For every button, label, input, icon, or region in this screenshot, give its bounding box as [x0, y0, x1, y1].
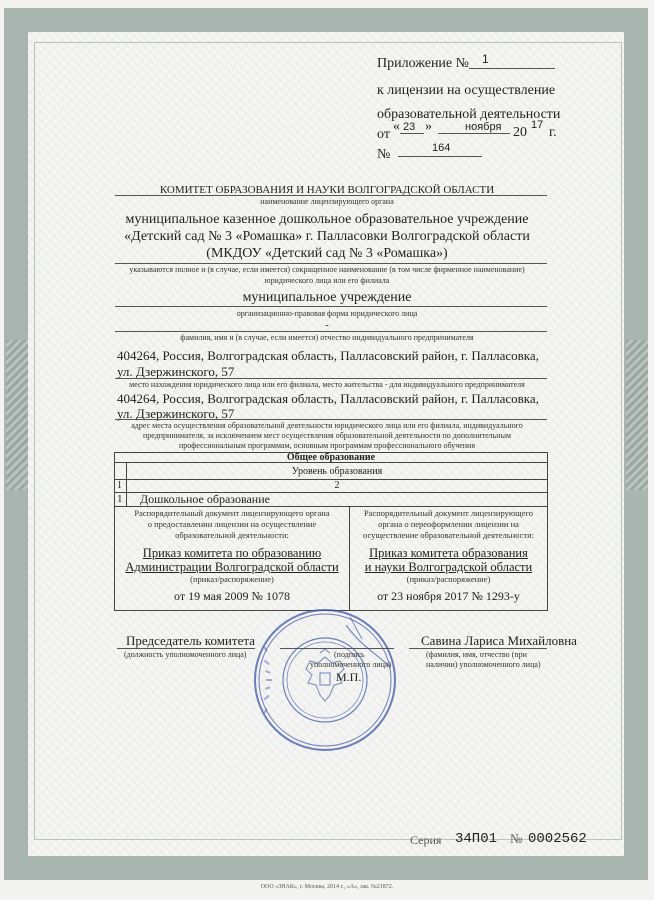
- activity-caption1: адрес места осуществления образовательной деятельности юридического лица или его филиала, индивидуального: [131, 421, 523, 430]
- authority-caption: наименование лицензирующего органа: [260, 197, 394, 206]
- appendix-number: 1: [482, 52, 489, 66]
- legal-form-caption: организационно-правовая форма юридического лица: [236, 309, 418, 318]
- series-number: 0002562: [528, 831, 587, 847]
- right-order-head2: органа о переоформлении лицензии на: [378, 519, 519, 529]
- signature-caption2: уполномоченного лица): [310, 660, 392, 669]
- left-order-caption: (приказ/распоряжение): [190, 574, 274, 584]
- location-line2: ул. Дзержинского, 57: [117, 364, 235, 379]
- org-name-line3: (МКДОУ «Детский сад № 3 «Ромашка»): [206, 246, 448, 261]
- left-order-date: от 19 мая 2009 № 1078: [174, 589, 290, 603]
- table-row2-value: Дошкольное образование: [140, 492, 270, 506]
- stamp-place-label: М.П.: [336, 670, 362, 684]
- right-order-head1: Распорядительный документ лицензирующего: [363, 508, 534, 518]
- table-row1-value: 2: [334, 480, 340, 491]
- right-ornament: [626, 340, 648, 490]
- appendix-line2: образовательной деятельности: [377, 107, 561, 122]
- table-col-header: Уровень образования: [291, 466, 383, 477]
- right-order-caption: (приказ/распоряжение): [406, 574, 491, 584]
- table-row2-num: 1: [117, 493, 123, 505]
- name-caption2: наличии) уполномоченного лица): [426, 660, 541, 669]
- date-month: ноября: [465, 121, 502, 133]
- right-order-title1: Приказ комитета образования: [369, 546, 528, 560]
- signatory-position: Председатель комитета: [126, 633, 255, 648]
- left-order-head3: образовательной деятельности:: [175, 530, 289, 540]
- right-order-title2: и науки Волгоградской области: [364, 560, 533, 574]
- left-order-title2: Администрации Волгоградской области: [125, 560, 339, 574]
- entrepreneur-caption: фамилия, имя и (в случае, если имеется) отчество индивидуального предпринимателя: [180, 333, 474, 342]
- signature-caption1: (подпись: [334, 650, 365, 659]
- series-code: 34П01: [455, 831, 498, 847]
- legal-form-value: муниципальное учреждение: [242, 290, 412, 305]
- left-ornament: [6, 340, 28, 490]
- appendix-line1: к лицензии на осуществление: [377, 83, 556, 98]
- left-order-title1: Приказ комитета по образованию: [142, 546, 322, 560]
- license-no-label: №: [377, 147, 391, 162]
- position-caption: (должность уполномоченного лица): [124, 650, 247, 659]
- authority-name: КОМИТЕТ ОБРАЗОВАНИЯ И НАУКИ ВОЛГОГРАДСКОЙ ОБЛАСТИ: [159, 184, 495, 196]
- table-row1-num: 1: [117, 480, 122, 491]
- left-order-head2: о предоставлении лицензии на осуществление: [147, 519, 317, 529]
- official-seal-stamp: [250, 605, 400, 755]
- org-caption1: указываются полное и (в случае, если имеется) сокращенное наименование (в том числе фирменное наименование): [129, 265, 525, 274]
- table-title: Общее образование: [286, 452, 376, 463]
- printer-footer: ООО «ЗНАК», г. Москва, 2014 г., «А», зак. №21872.: [260, 884, 394, 890]
- org-name-line1: муниципальное казенное дошкольное образовательное учреждение: [125, 212, 529, 227]
- year-end: г.: [549, 125, 557, 140]
- appendix-label: Приложение №: [377, 56, 469, 71]
- right-order-head3: осуществление образовательной деятельности:: [362, 530, 534, 540]
- name-caption1: (фамилия, имя, отчество (при: [426, 650, 527, 659]
- signatory-name: Савина Лариса Михайловна: [421, 633, 577, 648]
- org-name-line2: «Детский сад № 3 «Ромашка» г. Палласовки Волгоградской области: [124, 229, 530, 244]
- date-prefix: от: [377, 127, 390, 142]
- activity-address-line1: 404264, Россия, Волгоградская область, Палласовский район, г. Палласовка,: [117, 391, 539, 406]
- license-number: 164: [432, 142, 451, 154]
- activity-address-line2: ул. Дзержинского, 57: [117, 406, 235, 421]
- year-suffix: 17: [531, 119, 544, 131]
- entrepreneur-value: -: [325, 319, 329, 331]
- right-order-date: от 23 ноября 2017 № 1293-у: [377, 589, 520, 603]
- org-caption2: юридического лица или его филиала: [264, 276, 390, 285]
- activity-caption3: профессиональным программам, основным программам профессионального обучения: [178, 441, 476, 450]
- series-label: Серия: [410, 833, 442, 847]
- series-no-label: №: [510, 831, 523, 846]
- location-caption: место нахождения юридического лица или его филиала, место жительства - для индивидуального предпринимателя: [129, 380, 525, 389]
- activity-caption2: предпринимателя, за исключением мест осуществления образовательной деятельности по дополнительным: [142, 431, 512, 440]
- date-day: 23: [403, 121, 416, 133]
- left-order-head1: Распорядительный документ лицензирующего органа: [134, 508, 330, 518]
- year-prefix: 20: [513, 125, 527, 140]
- location-line1: 404264, Россия, Волгоградская область, Палласовский район, г. Палласовка,: [117, 348, 539, 363]
